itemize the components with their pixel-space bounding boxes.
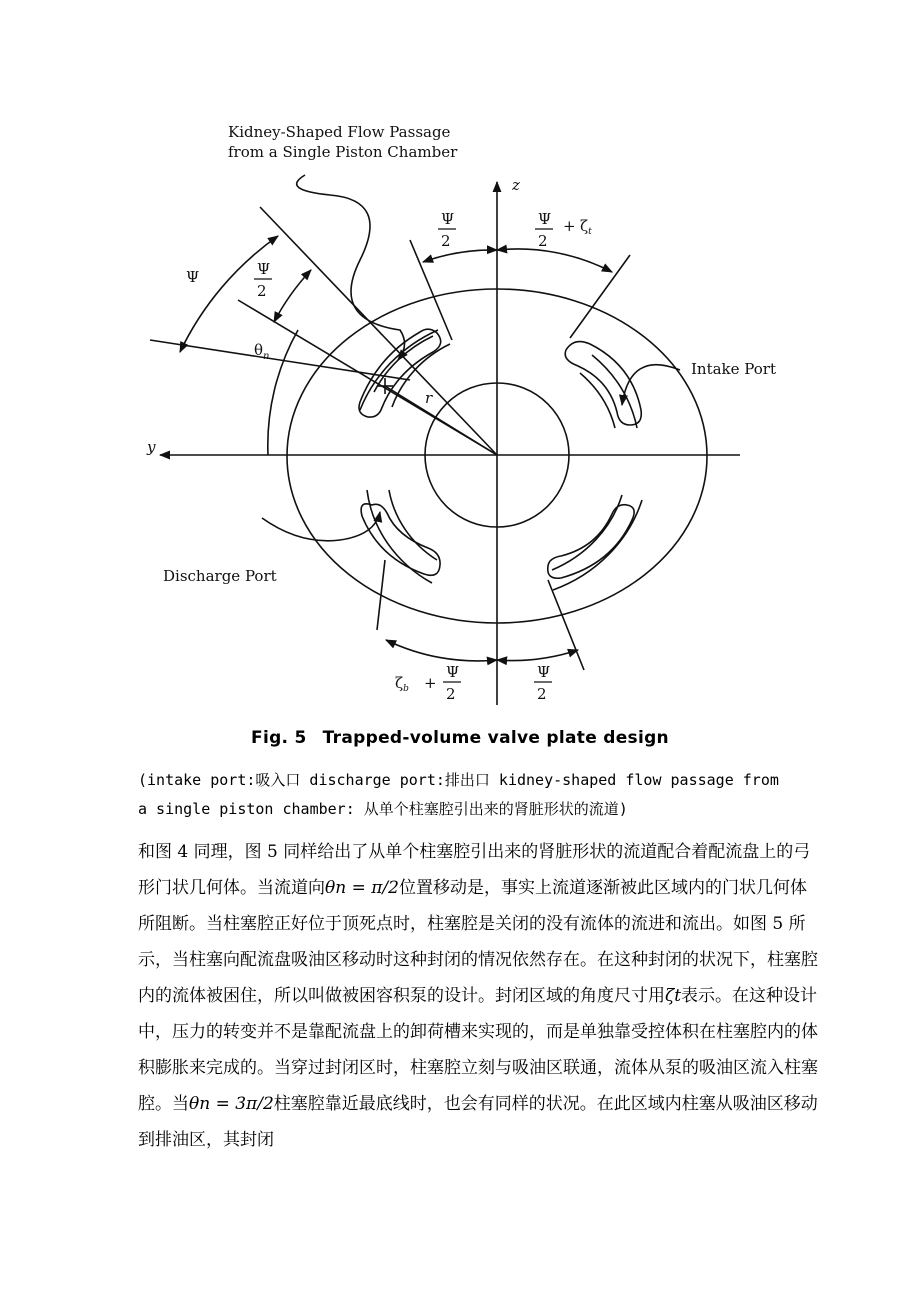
- y-axis-label: y: [147, 438, 156, 456]
- math-zeta-t: ζt: [665, 986, 682, 1006]
- translation-note-line2: a single piston chamber: 从单个柱塞腔引出来的肾脏形状的流道): [138, 800, 628, 818]
- half-psi-topright-num: Ψ: [538, 210, 552, 228]
- body-text-4: 柱塞腔靠近最底线时，也会有同样的状况。在此区域内柱塞从吸油区移动到排油区，其封闭: [138, 1094, 818, 1150]
- half-psi-top-num: Ψ: [441, 210, 455, 228]
- math-theta-3pi-half: θn = 3π/2: [189, 1094, 274, 1114]
- half-psi-bottomleft-num: Ψ: [446, 663, 460, 681]
- body-paragraph: [138, 834, 818, 1158]
- intake-port-shape: [565, 342, 641, 425]
- plus-sign-top: +: [563, 217, 576, 235]
- intake-port-label: Intake Port: [691, 360, 777, 378]
- discharge-port-label: Discharge Port: [163, 567, 277, 585]
- translation-note: [138, 766, 838, 824]
- half-psi-left-den: 2: [257, 282, 267, 300]
- figure-title: Trapped-volume valve plate design: [322, 728, 669, 748]
- body-text-1: 和图 4 同理，图 5 同样给出了从单个柱塞腔引出来的肾脏形状的流道配合着配流盘上的弓形门状几何体。当流道向: [138, 842, 811, 898]
- half-psi-bottomright-den: 2: [537, 685, 547, 703]
- body-text-2: 位置移动是，事实上流道逐渐被此区域内的门状几何体所阻断。当柱塞腔正好位于顶死点时，柱塞腔是关闭的没有流体的流进和流出。如图 5 所示，当柱塞向配流盘吸油区移动时这种封闭的情况依然存在。在这种封闭的状况下，柱塞腔内的流体被困住，所以叫做被困容积泵的设计。封闭区域的角度尺寸用: [138, 878, 818, 1006]
- kidney-lower-right: [548, 505, 634, 579]
- zeta-b-label: $\zeta_b$: [395, 674, 409, 694]
- body-text-3: 表示。在这种设计中，压力的转变并不是靠配流盘上的卸荷槽来实现的，而是单独靠受控体积在柱塞腔内的体积膨胀来完成的。当穿过封闭区时，柱塞腔立刻与吸油区联通，流体从泵的吸油区流入柱塞腔。当: [138, 986, 818, 1114]
- psi-label: Ψ: [186, 268, 200, 286]
- radius-label: r: [425, 389, 433, 407]
- half-psi-bottomright-num: Ψ: [537, 663, 551, 681]
- half-psi-top-den: 2: [441, 232, 451, 250]
- theta-label: $\theta_n$: [254, 341, 270, 362]
- zeta-t-label: $\zeta_t$: [580, 217, 592, 237]
- half-psi-bottomleft-den: 2: [446, 685, 456, 703]
- half-psi-topright-den: 2: [538, 232, 548, 250]
- flow-passage-label-line2: from a Single Piston Chamber: [228, 143, 458, 161]
- translation-note-line1: (intake port:吸入口 discharge port:排出口 kidney-shaped flow passage from: [138, 771, 779, 789]
- plus-sign-bottom: +: [424, 674, 437, 692]
- half-psi-left-num: Ψ: [257, 260, 271, 278]
- figure-number: Fig. 5: [251, 728, 307, 748]
- z-axis-label: z: [512, 176, 520, 194]
- math-theta-pi-half: θn = π/2: [325, 878, 399, 898]
- flow-passage-label-line1: Kidney-Shaped Flow Passage: [228, 123, 451, 141]
- figure-caption: [0, 728, 920, 748]
